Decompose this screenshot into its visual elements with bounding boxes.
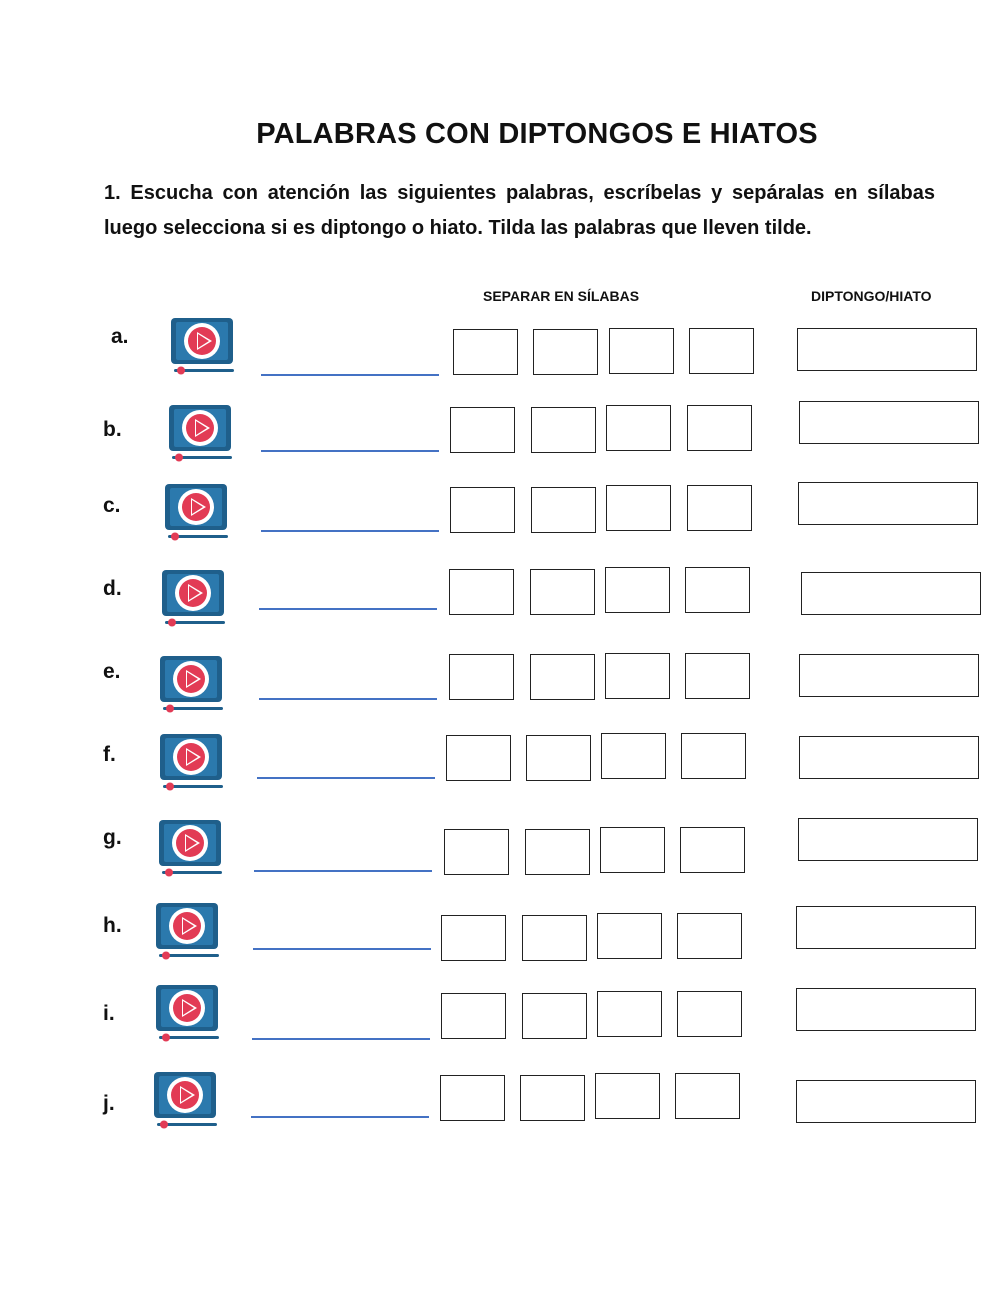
syllable-box-2[interactable] [520, 1075, 585, 1121]
syllable-box-4[interactable] [680, 827, 745, 873]
syllable-box-3[interactable] [597, 991, 662, 1037]
row-letter: h. [103, 914, 122, 937]
word-answer-input[interactable] [261, 450, 439, 452]
row-letter: e. [103, 660, 121, 683]
syllable-box-1[interactable] [450, 407, 515, 453]
diptongo-hiato-select[interactable] [796, 988, 976, 1031]
syllable-box-1[interactable] [453, 329, 518, 375]
syllable-box-4[interactable] [677, 991, 742, 1037]
syllable-box-1[interactable] [450, 487, 515, 533]
syllable-box-4[interactable] [685, 567, 750, 613]
syllable-box-3[interactable] [597, 913, 662, 959]
syllable-box-2[interactable] [525, 829, 590, 875]
type-column-header: DIPTONGO/HIATO [811, 288, 932, 304]
word-answer-input[interactable] [261, 374, 439, 376]
syllable-box-1[interactable] [440, 1075, 505, 1121]
play-audio-button[interactable] [157, 732, 225, 794]
play-video-icon [157, 654, 225, 716]
word-answer-input[interactable] [252, 1038, 430, 1040]
play-video-icon [156, 818, 224, 880]
play-video-icon [151, 1070, 219, 1132]
play-audio-button[interactable] [159, 568, 227, 630]
play-audio-button[interactable] [157, 654, 225, 716]
word-answer-input[interactable] [259, 698, 437, 700]
word-answer-input[interactable] [253, 948, 431, 950]
syllable-box-2[interactable] [530, 569, 595, 615]
row-letter: c. [103, 494, 121, 517]
syllable-box-1[interactable] [446, 735, 511, 781]
syllable-box-3[interactable] [595, 1073, 660, 1119]
syllable-box-1[interactable] [449, 569, 514, 615]
syllable-box-3[interactable] [606, 405, 671, 451]
play-video-icon [162, 482, 230, 544]
play-video-icon [153, 983, 221, 1045]
syllable-box-1[interactable] [441, 993, 506, 1039]
syllable-box-2[interactable] [531, 407, 596, 453]
diptongo-hiato-select[interactable] [798, 818, 978, 861]
syllable-box-4[interactable] [685, 653, 750, 699]
diptongo-hiato-select[interactable] [801, 572, 981, 615]
syllable-box-2[interactable] [522, 915, 587, 961]
syllable-box-1[interactable] [441, 915, 506, 961]
syllable-box-1[interactable] [444, 829, 509, 875]
word-answer-input[interactable] [259, 608, 437, 610]
syllable-box-2[interactable] [522, 993, 587, 1039]
syllable-box-4[interactable] [687, 485, 752, 531]
play-audio-button[interactable] [151, 1070, 219, 1132]
word-answer-input[interactable] [254, 870, 432, 872]
syllable-box-2[interactable] [531, 487, 596, 533]
word-answer-input[interactable] [251, 1116, 429, 1118]
row-letter: a. [111, 325, 129, 348]
syllable-box-4[interactable] [675, 1073, 740, 1119]
play-audio-button[interactable] [156, 818, 224, 880]
syllables-column-header: SEPARAR EN SÍLABAS [483, 288, 640, 304]
row-letter: i. [103, 1002, 115, 1025]
play-video-icon [159, 568, 227, 630]
play-video-icon [153, 901, 221, 963]
word-answer-input[interactable] [257, 777, 435, 779]
diptongo-hiato-select[interactable] [796, 1080, 976, 1123]
play-video-icon [168, 316, 236, 378]
diptongo-hiato-select[interactable] [797, 328, 977, 371]
syllable-box-4[interactable] [687, 405, 752, 451]
row-letter: g. [103, 826, 122, 849]
play-video-icon [166, 403, 234, 465]
diptongo-hiato-select[interactable] [796, 906, 976, 949]
row-letter: j. [103, 1092, 115, 1115]
play-audio-button[interactable] [153, 983, 221, 1045]
play-audio-button[interactable] [168, 316, 236, 378]
diptongo-hiato-select[interactable] [799, 401, 979, 444]
syllable-box-3[interactable] [605, 567, 670, 613]
play-audio-button[interactable] [166, 403, 234, 465]
syllable-box-3[interactable] [606, 485, 671, 531]
diptongo-hiato-select[interactable] [799, 736, 979, 779]
syllable-box-2[interactable] [530, 654, 595, 700]
play-audio-button[interactable] [153, 901, 221, 963]
syllable-box-3[interactable] [605, 653, 670, 699]
syllable-box-4[interactable] [677, 913, 742, 959]
word-answer-input[interactable] [261, 530, 439, 532]
syllable-box-1[interactable] [449, 654, 514, 700]
diptongo-hiato-select[interactable] [799, 654, 979, 697]
syllable-box-2[interactable] [526, 735, 591, 781]
play-audio-button[interactable] [162, 482, 230, 544]
syllable-box-4[interactable] [681, 733, 746, 779]
page-title: PALABRAS CON DIPTONGOS E HIATOS [256, 118, 818, 150]
play-video-icon [157, 732, 225, 794]
syllable-box-3[interactable] [609, 328, 674, 374]
syllable-box-3[interactable] [601, 733, 666, 779]
row-letter: b. [103, 418, 122, 441]
diptongo-hiato-select[interactable] [798, 482, 978, 525]
syllable-box-4[interactable] [689, 328, 754, 374]
instruction-text: 1. Escucha con atención las siguientes palabras, escríbelas y sepáralas en sílabas luego selecciona si es diptongo o hiato. Tilda las palabras que lleven tilde. [104, 182, 935, 239]
row-letter: f. [103, 743, 116, 766]
row-letter: d. [103, 577, 122, 600]
syllable-box-2[interactable] [533, 329, 598, 375]
syllable-box-3[interactable] [600, 827, 665, 873]
